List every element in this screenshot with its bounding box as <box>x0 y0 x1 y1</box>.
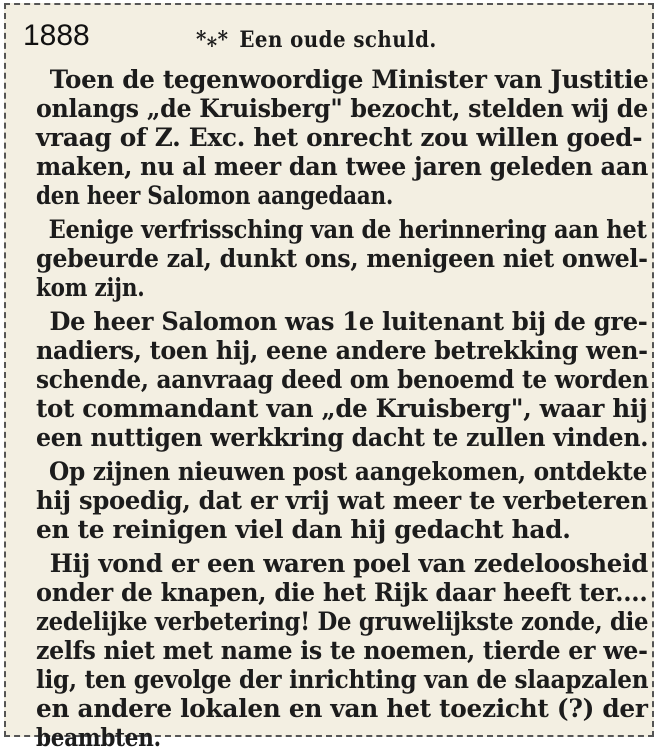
text-line: zedelijke verbetering! De gruwelijkste zonde, die <box>36 607 649 636</box>
text-line: een nuttigen werkkring dacht te zullen vinden. <box>36 423 649 452</box>
year-label: 1888 <box>23 19 90 52</box>
text-line: en te reinigen viel dan hij gedacht had. <box>36 515 571 544</box>
text-line: gebeurde zal, dunkt ons, menigeen niet onwel- <box>36 244 648 273</box>
text-line: vraag of Z. Exc. het onrecht zou willen goed- <box>36 123 643 152</box>
text-line: Eenige verfrissching van de herinnering aan het <box>48 215 647 244</box>
article-body <box>36 65 653 752</box>
text-line: lig, ten gevolge der inrichting van de slaapzalen <box>36 665 649 694</box>
text-line: nadiers, toen hij, eene andere betrekking wen- <box>36 336 648 365</box>
text-line: De heer Salomon was 1e luitenant bij de gre- <box>49 307 648 336</box>
text-line: en andere lokalen en van het toezicht (?) der <box>36 694 648 723</box>
text-line: kom zijn. <box>36 273 145 302</box>
text-line: tot commandant van „de Kruisberg", waar hij <box>36 394 648 423</box>
text-line: Toen de tegenwoordige Minister van Justitie <box>49 65 649 94</box>
text-line: hij spoedig, dat er vrij wat meer te verbeteren <box>36 486 648 515</box>
text-line: maken, nu al meer dan twee jaren geleden aan <box>36 152 648 181</box>
text-line: Hij vond er een waren poel van zedeloosheid <box>49 549 648 578</box>
headline-asterism: *⁎* <box>196 27 229 53</box>
text-line: schende, aanvraag deed om benoemd te worden <box>36 365 649 394</box>
text-line: den heer Salomon aangedaan. <box>36 181 394 210</box>
text-line: zelfs niet met name is te noemen, tierde er we- <box>36 636 648 665</box>
text-line: Op zijnen nieuwen post aangekomen, ontdekte <box>49 457 648 486</box>
text-line: onlangs „de Kruisberg" bezocht, stelden wij de <box>36 94 648 123</box>
article-headline <box>196 27 437 53</box>
text-line: onder de knapen, die het Rijk daar heeft ter.... <box>36 578 648 607</box>
text-line: beambten. <box>36 723 161 752</box>
newspaper-clipping <box>4 3 654 752</box>
headline-title: Een oude schuld. <box>239 27 437 53</box>
